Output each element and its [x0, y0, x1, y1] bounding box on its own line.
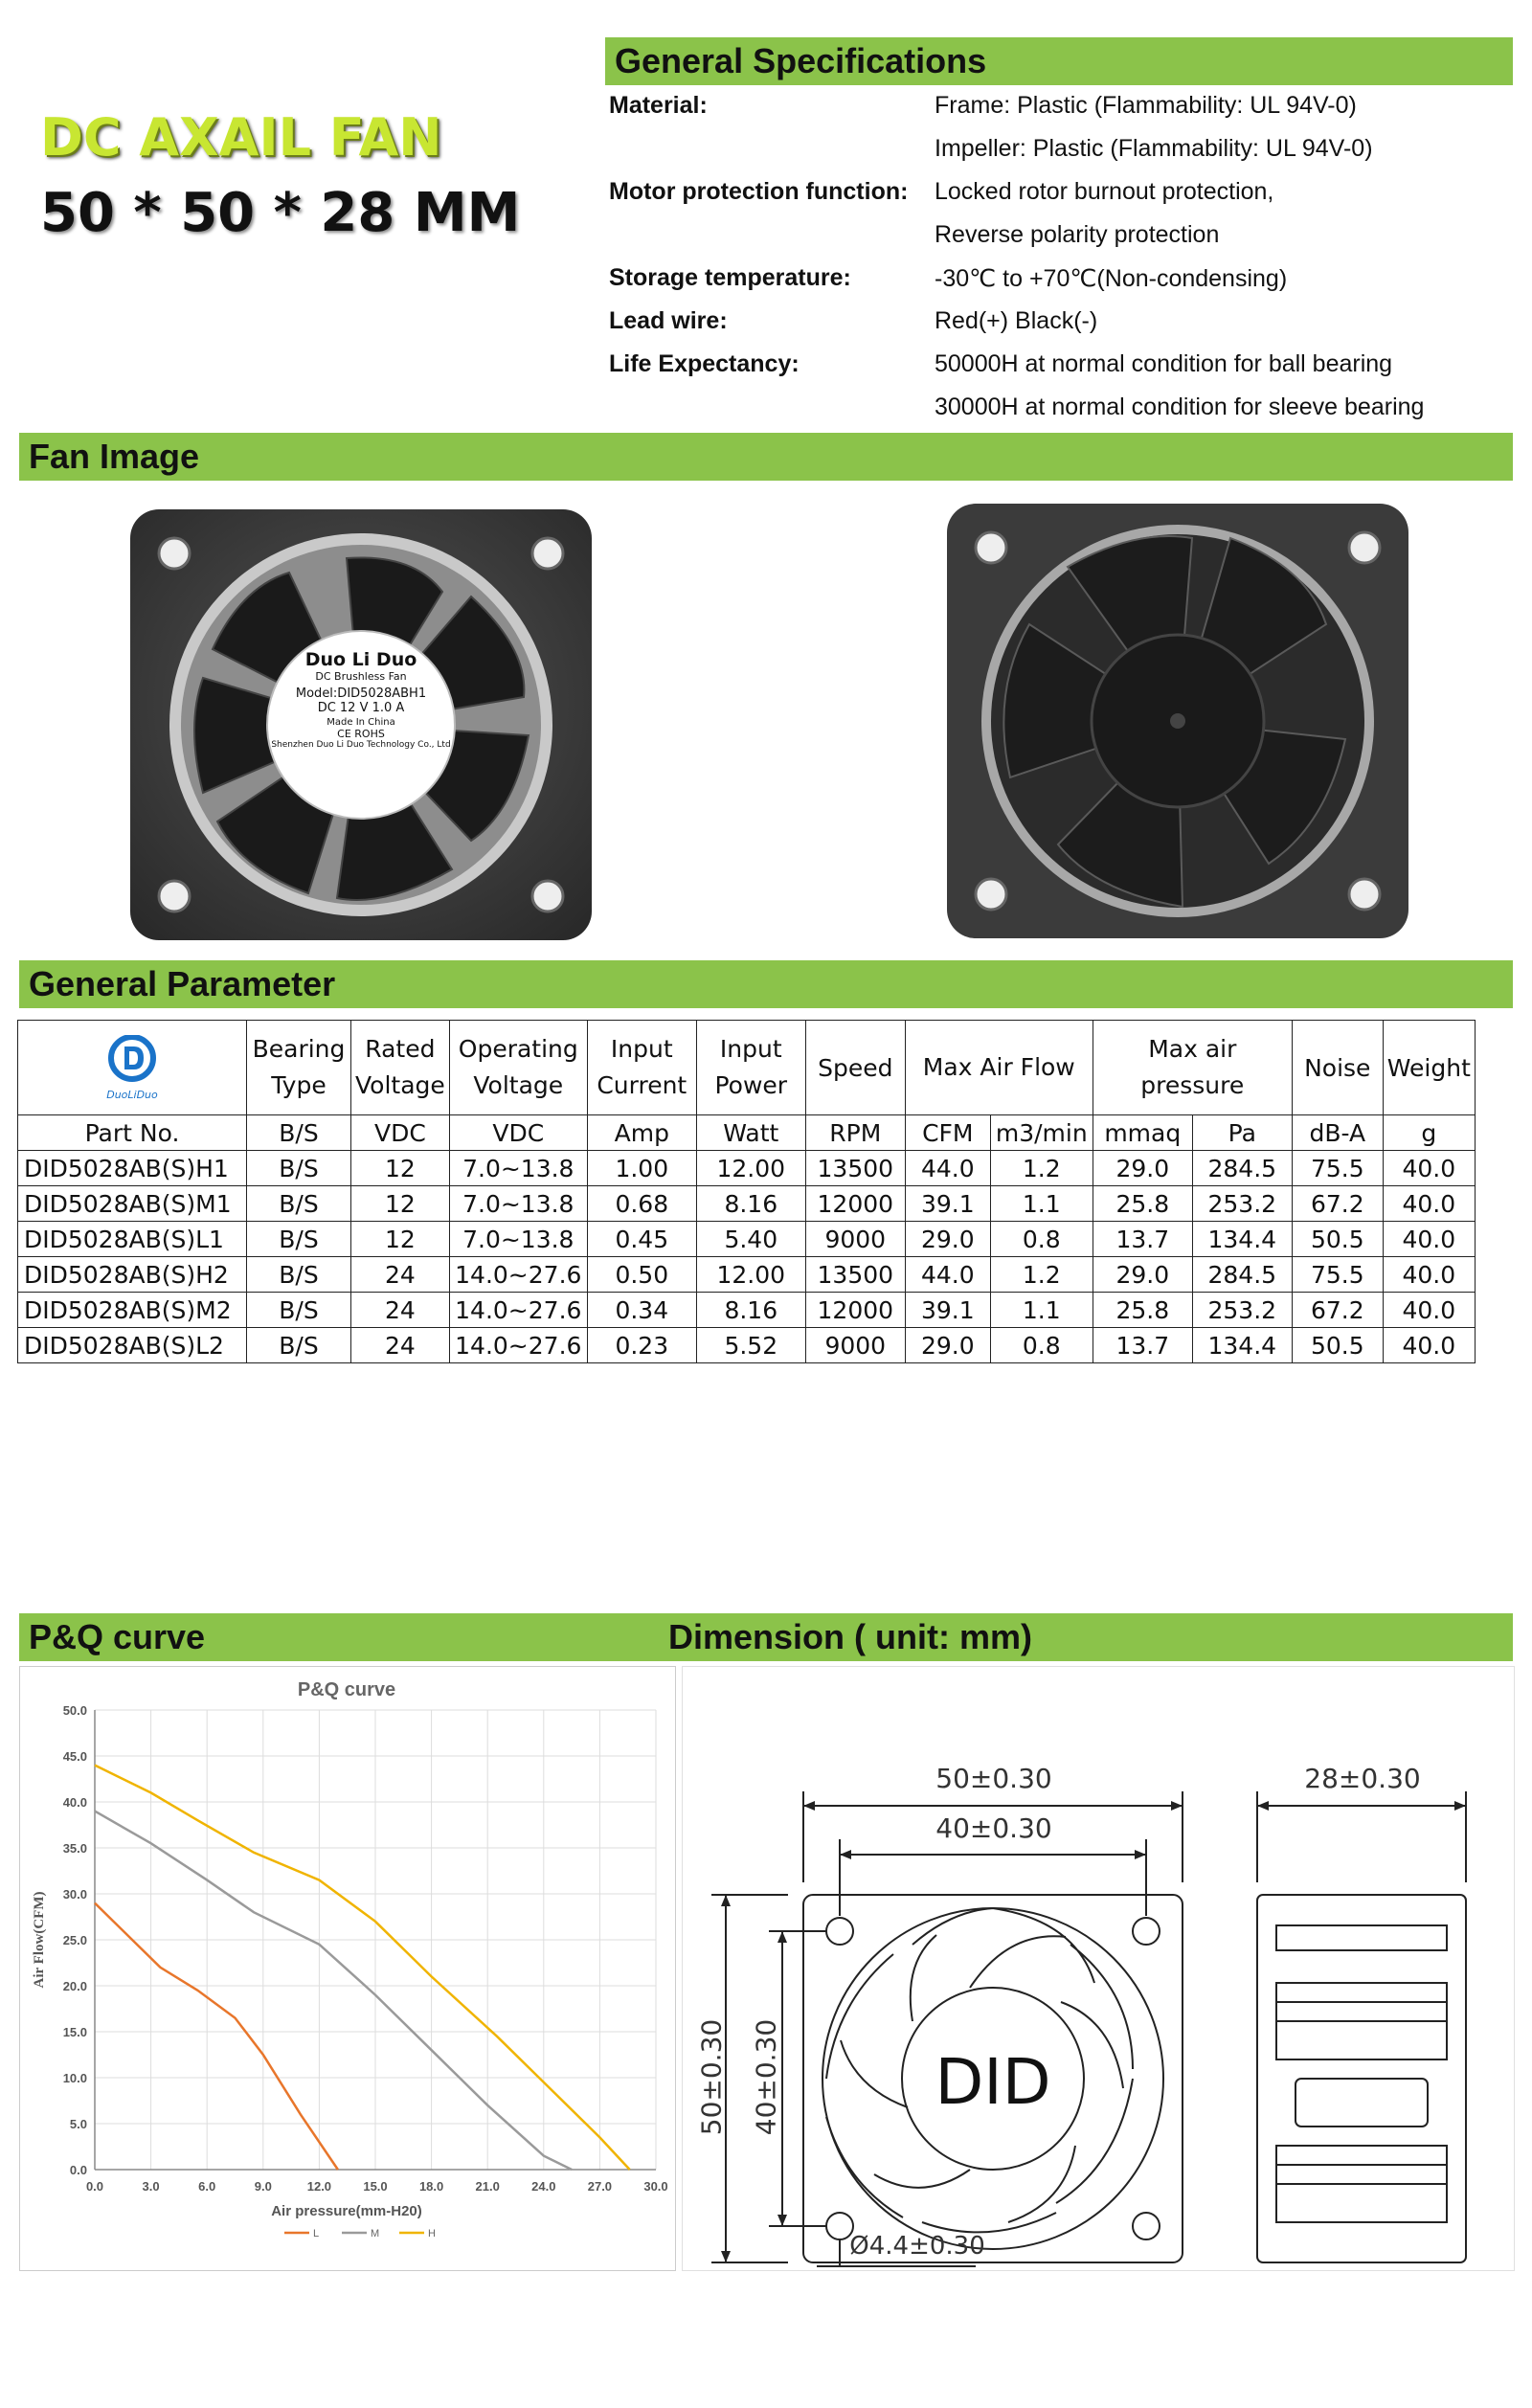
table-cell: 29.0	[905, 1328, 990, 1363]
table-cell: 44.0	[905, 1257, 990, 1293]
x-tick-label: 24.0	[531, 2179, 556, 2194]
part-number-cell: DID5028AB(S)L2	[18, 1328, 247, 1363]
y-tick-label: 40.0	[62, 1795, 87, 1810]
spec-value: 30000H at normal condition for sleeve bearing	[935, 394, 1425, 420]
label-maker: Shenzhen Duo Li Duo Technology Co., Ltd	[271, 740, 451, 750]
table-cell: 0.8	[990, 1222, 1093, 1257]
table-cell: 40.0	[1383, 1328, 1475, 1363]
table-cell: 0.50	[587, 1257, 696, 1293]
table-cell: B/S	[247, 1222, 351, 1257]
table-cell: 8.16	[696, 1293, 805, 1328]
table-cell: 75.5	[1292, 1151, 1383, 1186]
unit-cell: RPM	[805, 1115, 905, 1151]
table-cell: 5.52	[696, 1328, 805, 1363]
dimension-panel	[682, 1666, 1515, 2271]
label-made: Made In China	[327, 717, 395, 728]
col-header: Bearing Type	[247, 1021, 351, 1115]
table-cell: 9000	[805, 1328, 905, 1363]
part-number-cell: DID5028AB(S)M2	[18, 1293, 247, 1328]
table-cell: 13500	[805, 1257, 905, 1293]
part-number-cell: DID5028AB(S)H1	[18, 1151, 247, 1186]
table-cell: 29.0	[1093, 1151, 1192, 1186]
y-tick-label: 5.0	[69, 2117, 87, 2131]
fan-label	[270, 649, 452, 750]
series-line-M	[95, 1812, 572, 2170]
table-cell: 12.00	[696, 1257, 805, 1293]
y-axis-label: Air Flow(CFM)	[32, 1891, 47, 1989]
x-tick-label: 27.0	[587, 2179, 613, 2194]
col-header: Max Air Flow	[905, 1021, 1093, 1115]
col-header: Noise	[1292, 1021, 1383, 1115]
table-cell: 25.8	[1093, 1186, 1192, 1222]
label-model: Model:DID5028ABH1	[295, 686, 427, 701]
table-cell: 1.2	[990, 1151, 1093, 1186]
spec-key: Lead wire:	[609, 307, 728, 334]
table-cell: 13500	[805, 1151, 905, 1186]
label-rating: DC 12 V 1.0 A	[317, 701, 405, 715]
table-cell: 12000	[805, 1293, 905, 1328]
table-cell: 24	[351, 1328, 450, 1363]
table-cell: 50.5	[1292, 1222, 1383, 1257]
dim-width: 50±0.30	[935, 1763, 1052, 1794]
table-cell: 9000	[805, 1222, 905, 1257]
table-row	[18, 1328, 1476, 1363]
part-number-cell: DID5028AB(S)M1	[18, 1186, 247, 1222]
table-cell: 24	[351, 1293, 450, 1328]
spec-key: Storage temperature:	[609, 264, 851, 291]
table-row	[18, 1257, 1476, 1293]
parameter-table	[17, 1020, 1476, 1363]
table-cell: B/S	[247, 1186, 351, 1222]
table-cell: 29.0	[1093, 1257, 1192, 1293]
spec-key: Life Expectancy:	[609, 350, 800, 377]
table-cell: 0.45	[587, 1222, 696, 1257]
col-header: Rated Voltage	[351, 1021, 450, 1115]
product-size: 50 * 50 * 28 MM	[40, 182, 521, 244]
table-cell: B/S	[247, 1328, 351, 1363]
y-tick-label: 25.0	[62, 1933, 87, 1947]
x-tick-label: 30.0	[643, 2179, 668, 2194]
logo-text: DuoLiDuo	[106, 1088, 158, 1101]
col-header: Speed	[805, 1021, 905, 1115]
table-cell: 1.2	[990, 1257, 1093, 1293]
table-cell: 40.0	[1383, 1293, 1475, 1328]
table-cell: 0.23	[587, 1328, 696, 1363]
unit-cell: VDC	[351, 1115, 450, 1151]
table-cell: 134.4	[1192, 1328, 1292, 1363]
table-row	[18, 1186, 1476, 1222]
dim-hole-spacing: 40±0.30	[935, 1812, 1052, 1844]
x-tick-label: 6.0	[198, 2179, 216, 2194]
part-number-cell: DID5028AB(S)L1	[18, 1222, 247, 1257]
table-cell: 0.8	[990, 1328, 1093, 1363]
unit-cell: Part No.	[18, 1115, 247, 1151]
brand-logo-cell	[18, 1021, 247, 1115]
table-cell: 253.2	[1192, 1293, 1292, 1328]
label-cert: CE ROHS	[337, 728, 385, 740]
spec-value: Reverse polarity protection	[935, 221, 1220, 248]
spec-value: Red(+) Black(-)	[935, 307, 1098, 334]
spec-value: Frame: Plastic (Flammability: UL 94V-0)	[935, 92, 1357, 119]
unit-cell: mmaq	[1093, 1115, 1192, 1151]
table-cell: 8.16	[696, 1186, 805, 1222]
x-axis-label: Air pressure(mm-H20)	[271, 2203, 422, 2219]
y-tick-label: 15.0	[62, 2025, 87, 2039]
table-cell: 67.2	[1292, 1186, 1383, 1222]
series-line-L	[95, 1903, 338, 2170]
x-tick-label: 0.0	[85, 2179, 104, 2194]
table-cell: 24	[351, 1257, 450, 1293]
table-cell: 40.0	[1383, 1222, 1475, 1257]
y-tick-label: 50.0	[62, 1703, 87, 1718]
legend-label-L: L	[313, 2228, 320, 2239]
chart-title: P&Q curve	[297, 1679, 396, 1700]
table-cell: 14.0~27.6	[449, 1293, 587, 1328]
table-cell: 1.1	[990, 1293, 1093, 1328]
did-logo-text: DID	[935, 2045, 1051, 2119]
col-header: Input Power	[696, 1021, 805, 1115]
table-cell: 12	[351, 1186, 450, 1222]
table-cell: 284.5	[1192, 1257, 1292, 1293]
table-cell: 40.0	[1383, 1151, 1475, 1186]
unit-cell: dB-A	[1292, 1115, 1383, 1151]
product-title: DC AXAIL FAN	[40, 107, 442, 168]
general-spec-heading: General Specifications	[605, 37, 1513, 85]
series-line-H	[95, 1766, 630, 2170]
legend-label-H: H	[428, 2228, 436, 2239]
general-parameter-heading: General Parameter	[19, 960, 1513, 1008]
y-tick-label: 35.0	[62, 1841, 87, 1856]
duoliduo-logo-icon	[103, 1035, 161, 1087]
table-cell: 14.0~27.6	[449, 1328, 587, 1363]
table-cell: 7.0~13.8	[449, 1151, 587, 1186]
table-cell: 1.1	[990, 1186, 1093, 1222]
unit-cell: B/S	[247, 1115, 351, 1151]
table-cell: 40.0	[1383, 1186, 1475, 1222]
spec-value: 50000H at normal condition for ball bearing	[935, 350, 1393, 377]
unit-cell: Watt	[696, 1115, 805, 1151]
y-tick-label: 10.0	[62, 2071, 87, 2085]
spec-key: Material:	[609, 92, 708, 119]
table-cell: 0.34	[587, 1293, 696, 1328]
col-header: Max air pressure	[1093, 1021, 1292, 1115]
dimension-drawing	[683, 1667, 1514, 2270]
table-cell: 14.0~27.6	[449, 1257, 587, 1293]
table-row	[18, 1222, 1476, 1257]
spec-value: -30℃ to +70℃(Non-condensing)	[935, 265, 1288, 292]
table-cell: 5.40	[696, 1222, 805, 1257]
table-cell: 7.0~13.8	[449, 1186, 587, 1222]
unit-cell: g	[1383, 1115, 1475, 1151]
table-cell: 44.0	[905, 1151, 990, 1186]
spec-value: Impeller: Plastic (Flammability: UL 94V-0)	[935, 135, 1373, 162]
table-cell: 0.68	[587, 1186, 696, 1222]
table-cell: B/S	[247, 1257, 351, 1293]
pq-heading: P&Q curve	[29, 1617, 206, 1656]
table-cell: 75.5	[1292, 1257, 1383, 1293]
table-cell: 50.5	[1292, 1328, 1383, 1363]
pq-chart	[20, 1667, 675, 2270]
y-tick-label: 30.0	[62, 1887, 87, 1902]
table-cell: 29.0	[905, 1222, 990, 1257]
dim-hole-diameter: Ø4.4±0.30	[849, 2232, 985, 2261]
pq-chart-panel	[19, 1666, 676, 2271]
dimension-heading: Dimension ( unit: mm)	[668, 1617, 1032, 1656]
x-tick-label: 12.0	[306, 2179, 332, 2194]
col-header: Operating Voltage	[449, 1021, 587, 1115]
y-tick-label: 20.0	[62, 1979, 87, 1993]
part-number-cell: DID5028AB(S)H2	[18, 1257, 247, 1293]
x-tick-label: 21.0	[475, 2179, 500, 2194]
table-cell: 40.0	[1383, 1257, 1475, 1293]
table-cell: 13.7	[1093, 1328, 1192, 1363]
pq-dimension-band	[19, 1613, 1513, 1661]
table-cell: B/S	[247, 1151, 351, 1186]
legend-label-M: M	[371, 2228, 380, 2239]
unit-cell: VDC	[449, 1115, 587, 1151]
label-brand: Duo Li Duo	[304, 649, 417, 670]
table-row	[18, 1151, 1476, 1186]
table-cell: 67.2	[1292, 1293, 1383, 1328]
x-tick-label: 9.0	[254, 2179, 272, 2194]
dim-height: 50±0.30	[695, 2018, 728, 2136]
unit-cell: m3/min	[990, 1115, 1093, 1151]
table-cell: 25.8	[1093, 1293, 1192, 1328]
table-cell: 12.00	[696, 1151, 805, 1186]
unit-cell: Pa	[1192, 1115, 1292, 1151]
x-tick-label: 15.0	[363, 2179, 388, 2194]
table-cell: 12	[351, 1222, 450, 1257]
table-row	[18, 1293, 1476, 1328]
y-tick-label: 0.0	[69, 2163, 87, 2177]
y-tick-label: 45.0	[62, 1749, 87, 1764]
spec-key: Motor protection function:	[609, 178, 909, 205]
fan-front-photo	[126, 506, 596, 944]
col-header: Input Current	[587, 1021, 696, 1115]
table-cell: 284.5	[1192, 1151, 1292, 1186]
table-cell: 134.4	[1192, 1222, 1292, 1257]
table-cell: 1.00	[587, 1151, 696, 1186]
table-cell: 7.0~13.8	[449, 1222, 587, 1257]
table-cell: B/S	[247, 1293, 351, 1328]
dim-hole-spacing-vertical: 40±0.30	[750, 2018, 782, 2136]
table-cell: 12	[351, 1151, 450, 1186]
label-type: DC Brushless Fan	[315, 670, 407, 683]
spec-list	[609, 92, 1509, 427]
unit-cell: Amp	[587, 1115, 696, 1151]
table-cell: 253.2	[1192, 1186, 1292, 1222]
unit-cell: CFM	[905, 1115, 990, 1151]
x-tick-label: 18.0	[418, 2179, 444, 2194]
table-cell: 13.7	[1093, 1222, 1192, 1257]
spec-value: Locked rotor burnout protection,	[935, 178, 1274, 205]
table-cell: 12000	[805, 1186, 905, 1222]
dim-depth: 28±0.30	[1304, 1763, 1421, 1794]
table-cell: 39.1	[905, 1186, 990, 1222]
col-header: Weight	[1383, 1021, 1475, 1115]
x-tick-label: 3.0	[142, 2179, 160, 2194]
fan-image-heading: Fan Image	[19, 433, 1513, 481]
table-cell: 39.1	[905, 1293, 990, 1328]
fan-back-photo	[943, 500, 1412, 942]
